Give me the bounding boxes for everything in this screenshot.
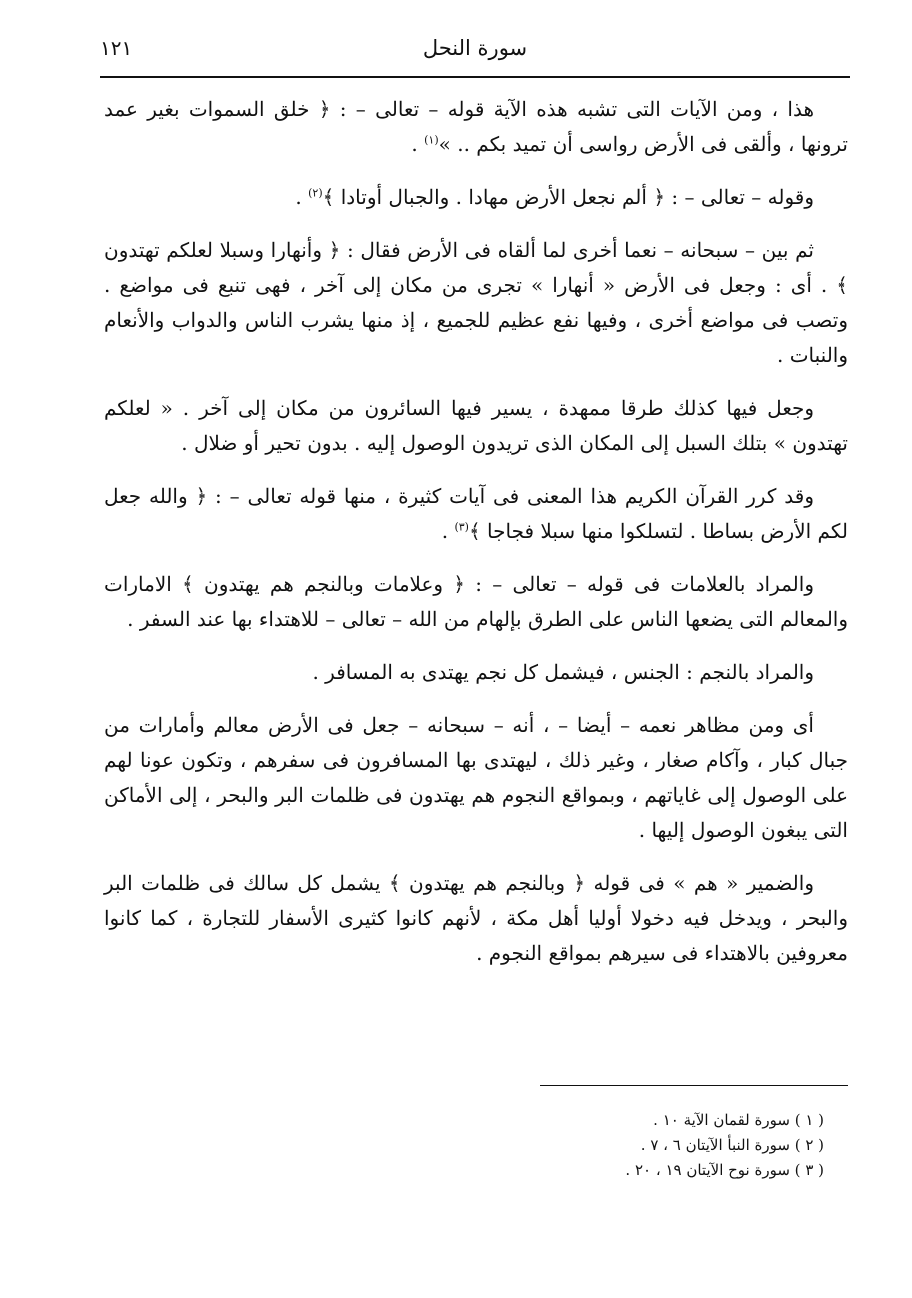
- paragraph: ثم بين – سبحانه – نعما أخرى لما ألقاه فى الأرض فقال : ﴿ وأنهارا وسبلا لعلكم تهتدون ﴾ . أى : وجعل فى الأرض « أنهارا » تجرى من مكان إلى آخر ، فهى تنبع فى مواضع . وتصب فى مواضع أخرى ، وفيها نفع عظيم للجميع ، إذ منها يشرب الناس والدواب والأنعام والنبات .: [104, 238, 848, 367]
- footnote-rule: [540, 1085, 848, 1086]
- paragraph: هذا ، ومن الآيات التى تشبه هذه الآية قوله – تعالى – : ﴿ خلق السموات بغير عمد ترونها ، وألقى فى الأرض رواسى أن تميد بكم .. »$^{(١)}$ .: [104, 97, 848, 156]
- paragraph: وجعل فيها كذلك طرقا ممهدة ، يسير فيها السائرون من مكان إلى آخر . « لعلكم تهتدون » بتلك السبل إلى المكان الذى تريدون الوصول إليه . بدون تحير أو ضلال .: [104, 396, 848, 455]
- header-rule: [100, 76, 850, 78]
- footnote-marker: (١): [424, 133, 439, 147]
- footnote-marker: (٢): [308, 186, 323, 200]
- page-number: ١٢١: [100, 36, 133, 60]
- footnote-marker: (٣): [454, 520, 469, 534]
- paragraph: وقوله – تعالى – : ﴿ ألم نجعل الأرض مهادا . والجبال أوتادا ﴾$^{(٢)}$ .: [295, 185, 814, 209]
- footnote: ( ١ ) سورة لقمان الآية ١٠ .: [653, 1111, 824, 1129]
- page-header: [100, 30, 850, 74]
- footnote: ( ٣ ) سورة نوح الآيتان ١٩ ، ٢٠ .: [625, 1161, 824, 1179]
- paragraph: والمراد بالنجم : الجنس ، فيشمل كل نجم يهتدى به المسافر .: [312, 660, 814, 684]
- footnotes: [625, 1108, 824, 1183]
- footnote: ( ٢ ) سورة النبأ الآيتان ٦ ، ٧ .: [640, 1136, 824, 1154]
- main-text: [104, 92, 848, 989]
- paragraph: أى ومن مظاهر نعمه – أيضا – ، أنه – سبحانه – جعل فى الأرض معالم وأمارات من جبال كبار ، وآكام صغار ، وغير ذلك ، ليهتدى بها المسافرون فى سفرهم ، وتكون عونا لهم على الوصول إلى غاياتهم ، وبمواقع النجوم هم يهتدون فى ظلمات البر والبحر ، إلى الأماكن التى يبغون الوصول إليها .: [104, 713, 848, 842]
- paragraph: وقد كرر القرآن الكريم هذا المعنى فى آيات كثيرة ، منها قوله تعالى – : ﴿ والله جعل لكم الأرض بساطا . لتسلكوا منها سبلا فجاجا ﴾$^{(٣)}$ .: [104, 484, 848, 543]
- paragraph: والضمير « هم » فى قوله ﴿ وبالنجم هم يهتدون ﴾ يشمل كل سالك فى ظلمات البر والبحر ، ويدخل فيه دخولا أوليا أهل مكة ، لأنهم كانوا كثيرى الأسفار للتجارة ، كما كانوا معروفين بالاهتداء فى سيرهم بمواقع النجوم .: [104, 871, 848, 965]
- surah-title: سورة النحل: [422, 36, 528, 60]
- paragraph: والمراد بالعلامات فى قوله – تعالى – : ﴿ وعلامات وبالنجم هم يهتدون ﴾ الامارات والمعالم التى يضعها الناس على الطرق بإلهام من الله – تعالى – للاهتداء بها عند السفر .: [104, 572, 848, 631]
